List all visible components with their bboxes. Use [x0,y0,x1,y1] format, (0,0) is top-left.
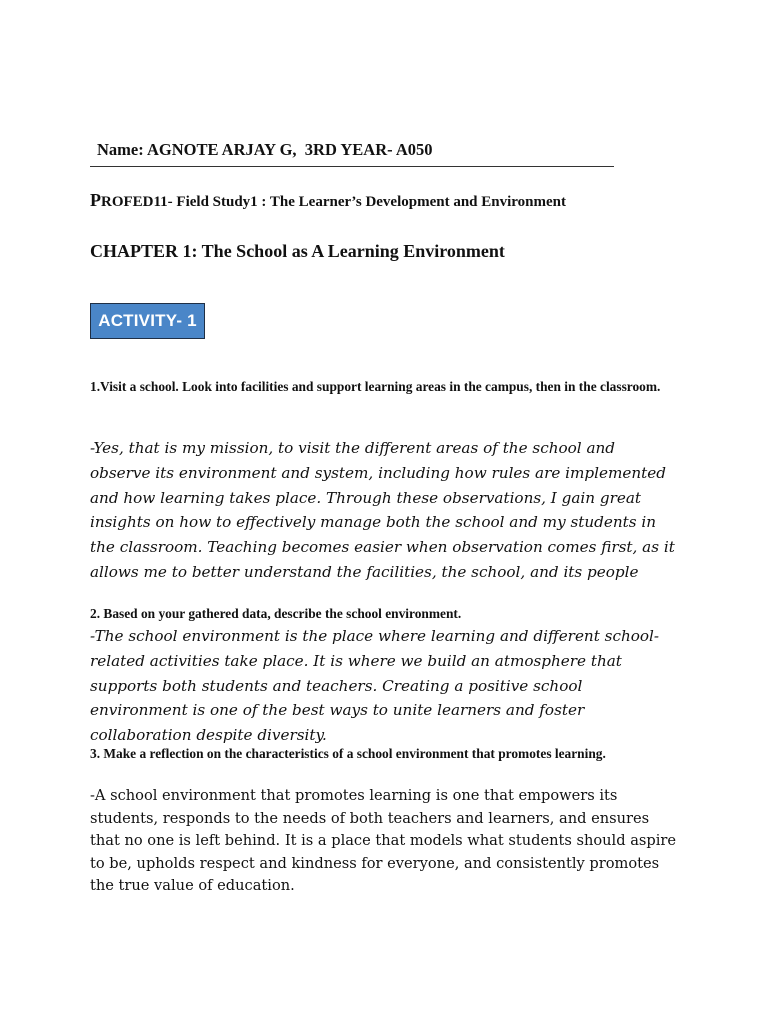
course-title-rest: ROFED11- Field Study1 : The Learner’s Development and Environment [101,194,567,210]
activity-label-text: ACTIVITY- 1 [98,311,197,330]
name-line [90,140,614,167]
question-3: 3. Make a reflection on the characteristics of a school environment that promotes learning. [90,746,606,761]
answer-3: -A school environment that promotes learning is one that empowers its students, responds to the needs of both teachers and learners, and ensures that no one is left behind. It is a place that models what students should aspire to be, upholds respect and kindness for everyone, and consistently promotes the true value of education. [90,787,677,895]
question-2: 2. Based on your gathered data, describe the school environment. [90,606,462,621]
course-title [90,190,566,211]
answer-1: -Yes, that is my mission, to visit the different areas of the school and observe its environment and system, including how rules are implemented and how learning takes place. Through these observations, I gain great insights on how to effectively manage both the school and my students in the classroom. Teaching becomes easier when observation comes first, as it allows me to better understand the facilities, the school, and its people [90,439,675,581]
student-name: Name: AGNOTE ARJAY G, 3RD YEAR- A050 [97,140,433,159]
activity-label [90,303,205,339]
chapter-title: CHAPTER 1: The School as A Learning Environment [90,241,505,261]
answer-2: -The school environment is the place where learning and different school-related activities take place. It is where we build an atmosphere that supports both students and teachers. Creating a positive school environment is one of the best ways to unite learners and foster collaboration despite diversity. [90,627,660,745]
course-title-initial: P [90,190,101,210]
question-1: 1.Visit a school. Look into facilities and support learning areas in the campus, then in the classroom. [90,379,661,394]
